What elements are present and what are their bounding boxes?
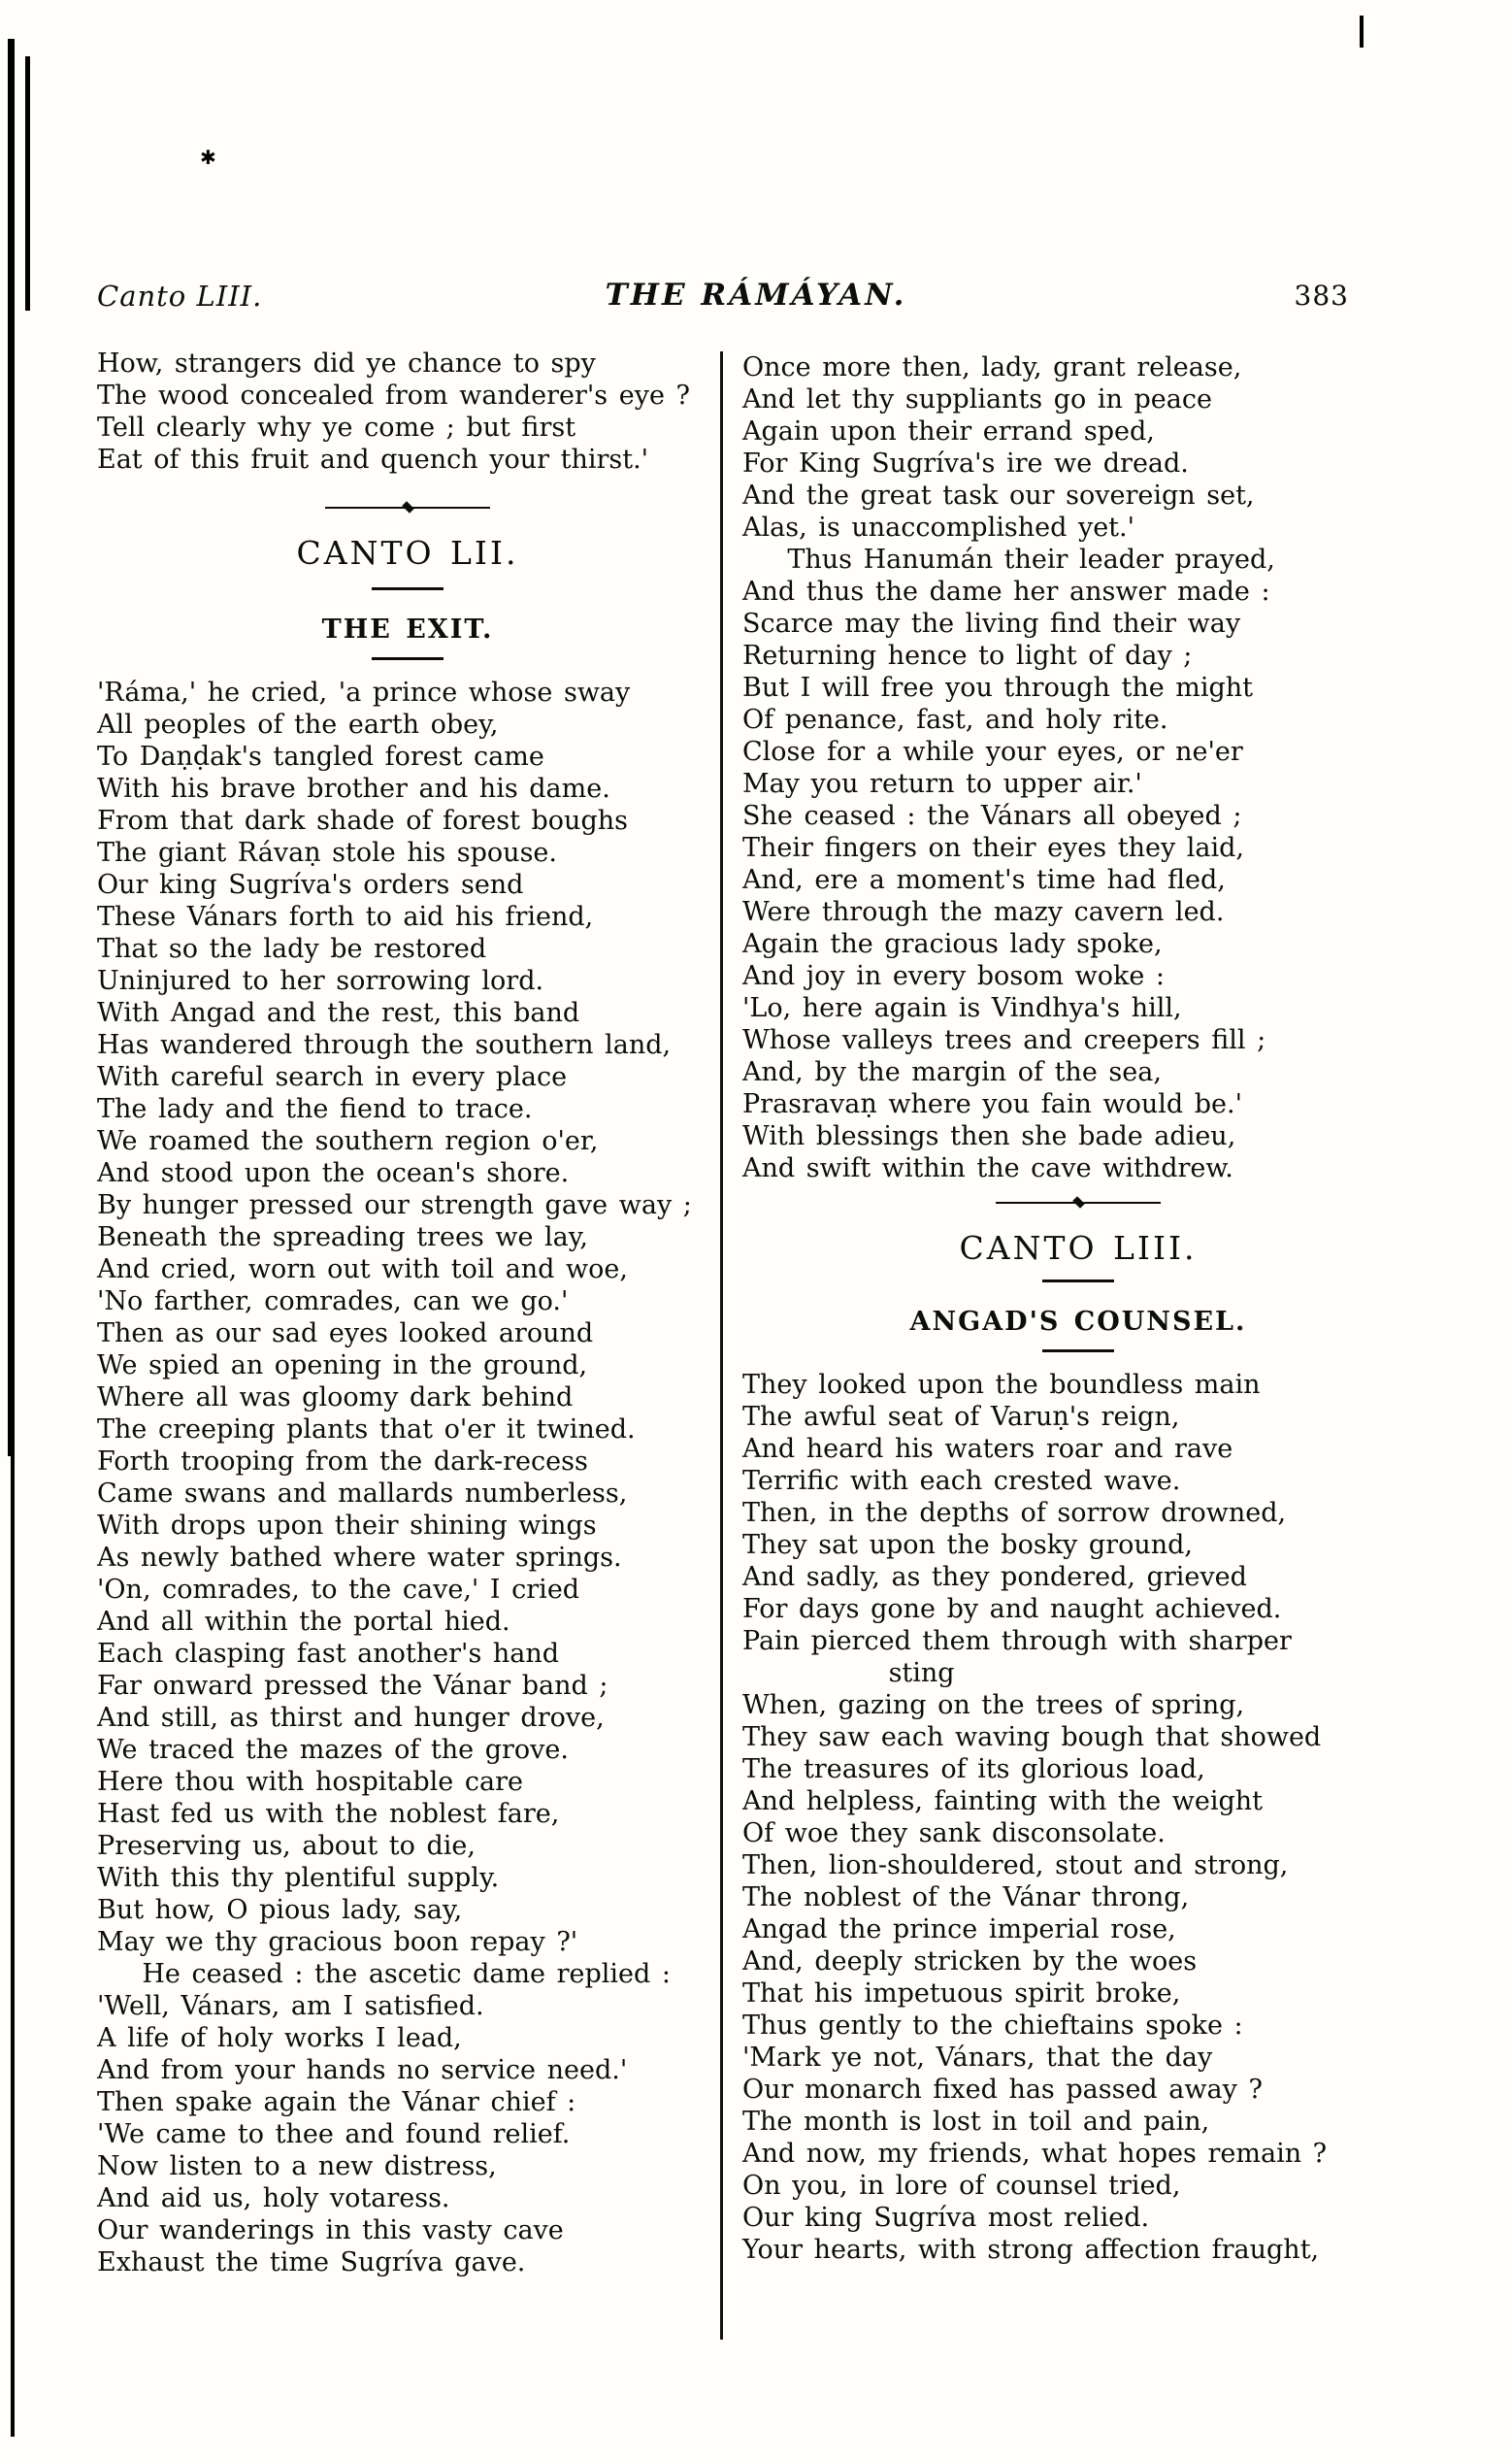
canto-lii-poem-continued (742, 351, 1414, 1184)
poem-line: 'On, comrades, to the cave,' I cried (97, 1575, 580, 1605)
poem-line: And, ere a moment's time had fled, (742, 865, 1226, 895)
poem-line: But how, O pious lady, say, (97, 1895, 463, 1925)
poem-line: May we thy gracious boon repay ?' (97, 1927, 578, 1957)
ornament-diamond (402, 501, 414, 514)
poem-line: Again upon their errand sped, (742, 416, 1155, 447)
poem-line: Of penance, fast, and holy rite. (742, 705, 1168, 735)
poem-line: They looked upon the boundless main (742, 1370, 1261, 1400)
poem-line: And the great task our sovereign set, (742, 481, 1255, 511)
subtitle-rule (1042, 1349, 1114, 1352)
canto-lii-poem (97, 677, 718, 2278)
subtitle-rule (372, 657, 444, 660)
poem-line: That so the lady be restored (97, 934, 487, 964)
poem-line: By hunger pressed our strength gave way ; (97, 1190, 692, 1220)
poem-line: And helpless, fainting with the weight (742, 1786, 1264, 1816)
ornament-line (411, 507, 491, 509)
poem-line: The noblest of the Vánar throng, (742, 1882, 1190, 1912)
poem-line: Of woe they sank disconsolate. (742, 1818, 1166, 1848)
poem-line: Beneath the spreading trees we lay, (97, 1222, 589, 1252)
poem-line: 'We came to thee and found relief. (97, 2119, 571, 2149)
poem-line: And heard his waters roar and rave (742, 1434, 1233, 1464)
poem-line: Then, in the depths of sorrow drowned, (742, 1498, 1287, 1528)
ornament-line (325, 507, 405, 509)
poem-line: Then as our sad eyes looked around (97, 1318, 594, 1348)
poem-line: These Vánars forth to aid his friend, (97, 902, 594, 932)
poem-line: And, by the margin of the sea, (742, 1057, 1162, 1087)
poem-line: Once more then, lady, grant release, (742, 352, 1242, 382)
poem-line: And, deeply stricken by the woes (742, 1946, 1198, 1977)
poem-line: Hast fed us with the noblest fare, (97, 1799, 560, 1829)
poem-line: The wood concealed from wanderer's eye ? (97, 381, 691, 411)
left-column (97, 348, 718, 2278)
poem-line: Terrific with each crested wave. (742, 1466, 1181, 1496)
poem-line: For days gone by and naught achieved. (742, 1594, 1282, 1624)
poem-line: With blessings then she bade adieu, (742, 1121, 1236, 1151)
poem-line: Uninjured to her sorrowing lord. (97, 966, 544, 996)
intro-poem (97, 348, 718, 476)
poem-line: And joy in every bosom woke : (742, 961, 1165, 991)
poem-line: Tell clearly why ye come ; but first (97, 413, 576, 443)
poem-line: And from your hands no service need.' (97, 2055, 628, 2085)
header-canto-label: Canto LIII. (97, 280, 263, 313)
poem-line: The treasures of its glorious load, (742, 1754, 1205, 1784)
canto-liii-heading: CANTO LIII. (959, 1229, 1198, 1267)
poem-line: And cried, worn out with toil and woe, (97, 1254, 628, 1284)
scan-artifact-left-edge-2 (25, 56, 30, 311)
poem-line: As newly bathed where water springs. (97, 1543, 622, 1573)
poem-line: 'Well, Vánars, am I satisfied. (97, 1991, 484, 2021)
poem-line: And sadly, as they pondered, grieved (742, 1562, 1247, 1592)
poem-line: Angad the prince imperial rose, (742, 1914, 1176, 1944)
poem-line: Returning hence to light of day ; (742, 641, 1193, 671)
poem-line: And let thy suppliants go in peace (742, 384, 1212, 415)
poem-line: Prasravaṇ where you fain would be.' (742, 1089, 1243, 1119)
poem-line: Where all was gloomy dark behind (97, 1382, 574, 1412)
poem-line: Forth trooping from the dark-recess (97, 1446, 588, 1477)
poem-line: And swift within the cave withdrew. (742, 1153, 1233, 1183)
poem-line: With drops upon their shining wings (97, 1511, 597, 1541)
scan-artifact-top-right (1360, 16, 1364, 48)
poem-line: And still, as thirst and hunger drove, (97, 1703, 605, 1733)
poem-line: Far onward pressed the Vánar band ; (97, 1671, 608, 1701)
scan-artifact-left-edge-3 (11, 1456, 15, 2437)
poem-line: Alas, is unaccomplished yet.' (742, 513, 1135, 543)
canto-liii-poem (742, 1369, 1414, 2266)
ornament-diamond (1072, 1196, 1085, 1209)
poem-line: To Daṇḍak's tangled forest came (97, 742, 544, 772)
poem-line: Our wanderings in this vasty cave (97, 2215, 564, 2245)
poem-line: Their fingers on their eyes they laid, (742, 833, 1245, 863)
poem-line: Our monarch fixed has passed away ? (742, 2075, 1263, 2105)
poem-line: And now, my friends, what hopes remain ? (742, 2139, 1328, 2169)
poem-line: sting (742, 1658, 955, 1688)
poem-line: And aid us, holy votaress. (97, 2183, 450, 2213)
poem-line: With careful search in every place (97, 1062, 568, 1092)
poem-line: He ceased : the ascetic dame replied : (97, 1959, 671, 1989)
scan-artifact-left-edge (8, 39, 15, 1456)
poem-line: Our king Sugríva most relied. (742, 2203, 1150, 2233)
poem-line: May you return to upper air.' (742, 769, 1142, 799)
poem-line: The month is lost in toil and pain, (742, 2107, 1210, 2137)
poem-line: With Angad and the rest, this band (97, 998, 580, 1028)
poem-line: How, strangers did ye chance to spy (97, 349, 596, 379)
poem-line: The creeping plants that o'er it twined. (97, 1414, 636, 1445)
poem-line: 'Mark ye not, Vánars, that the day (742, 2043, 1213, 2073)
poem-line: 'Ráma,' he cried, 'a prince whose sway (97, 678, 631, 708)
ornament-line (996, 1202, 1075, 1204)
poem-line: We traced the mazes of the grove. (97, 1735, 569, 1765)
poem-line: Our king Sugríva's orders send (97, 870, 524, 900)
poem-line: We roamed the southern region o'er, (97, 1126, 599, 1156)
section-divider-ornament (996, 1198, 1161, 1207)
poem-line: On you, in lore of counsel tried, (742, 2171, 1181, 2201)
poem-line: Exhaust the time Sugríva gave. (97, 2247, 526, 2277)
header-page-number: 383 (1294, 280, 1349, 312)
header-book-title: THE RÁMÁYAN. (605, 278, 907, 313)
poem-line: Thus gently to the chieftains spoke : (742, 2010, 1243, 2041)
poem-line: All peoples of the earth obey, (97, 710, 499, 740)
poem-line: The lady and the fiend to trace. (97, 1094, 533, 1124)
right-column (742, 351, 1414, 2266)
scan-smudge-mark: ✱ (200, 146, 216, 169)
heading-rule (1042, 1279, 1114, 1282)
poem-line: Whose valleys trees and creepers fill ; (742, 1025, 1266, 1055)
poem-line: Thus Hanumán their leader prayed, (742, 545, 1275, 575)
poem-line: They saw each waving bough that showed (742, 1722, 1322, 1752)
poem-line: Your hearts, with strong affection fraught, (742, 2235, 1320, 2265)
poem-line: Has wandered through the southern land, (97, 1030, 672, 1060)
poem-line: Now listen to a new distress, (97, 2151, 497, 2181)
poem-line: For King Sugríva's ire we dread. (742, 449, 1189, 479)
poem-line: Each clasping fast another's hand (97, 1639, 560, 1669)
ornament-line (1082, 1202, 1162, 1204)
running-head (0, 280, 1512, 313)
poem-line: Then, lion-shouldered, stout and strong, (742, 1850, 1289, 1880)
poem-line: That his impetuous spirit broke, (742, 1978, 1181, 2009)
poem-line: And all within the portal hied. (97, 1607, 510, 1637)
poem-line: Close for a while your eyes, or ne'er (742, 737, 1243, 767)
canto-lii-subtitle: THE EXIT. (321, 615, 494, 645)
canto-liii-subtitle: ANGAD'S COUNSEL. (909, 1307, 1247, 1337)
poem-line: With this thy plentiful supply. (97, 1863, 500, 1893)
poem-line: Were through the mazy cavern led. (742, 897, 1225, 927)
section-divider-ornament (325, 503, 490, 512)
poem-line: 'Lo, here again is Vindhya's hill, (742, 993, 1182, 1023)
canto-lii-heading: CANTO LII. (296, 534, 519, 572)
poem-line: Here thou with hospitable care (97, 1767, 523, 1797)
poem-line: They sat upon the bosky ground, (742, 1530, 1193, 1560)
poem-line: Preserving us, about to die, (97, 1831, 476, 1861)
poem-line: 'No farther, comrades, can we go.' (97, 1286, 569, 1316)
poem-line: Pain pierced them through with sharper (742, 1626, 1292, 1656)
poem-line: Eat of this fruit and quench your thirst.' (97, 445, 649, 475)
poem-line: We spied an opening in the ground, (97, 1350, 588, 1380)
poem-line: And thus the dame her answer made : (742, 577, 1270, 607)
poem-line: With his brave brother and his dame. (97, 774, 610, 804)
heading-rule (372, 587, 444, 590)
poem-line: Came swans and mallards numberless, (97, 1479, 628, 1509)
poem-line: From that dark shade of forest boughs (97, 806, 628, 836)
poem-line: A life of holy works I lead, (97, 2023, 462, 2053)
poem-line: The awful seat of Varuṇ's reign, (742, 1402, 1180, 1432)
poem-line: The giant Rávaṇ stole his spouse. (97, 838, 557, 868)
poem-line: When, gazing on the trees of spring, (742, 1690, 1245, 1720)
poem-line: Then spake again the Vánar chief : (97, 2087, 576, 2117)
poem-line: And stood upon the ocean's shore. (97, 1158, 570, 1188)
poem-line: Scarce may the living find their way (742, 609, 1241, 639)
poem-line: Again the gracious lady spoke, (742, 929, 1163, 959)
poem-line: But I will free you through the might (742, 673, 1254, 703)
poem-line: She ceased : the Vánars all obeyed ; (742, 801, 1242, 831)
column-divider-rule (720, 351, 723, 2340)
